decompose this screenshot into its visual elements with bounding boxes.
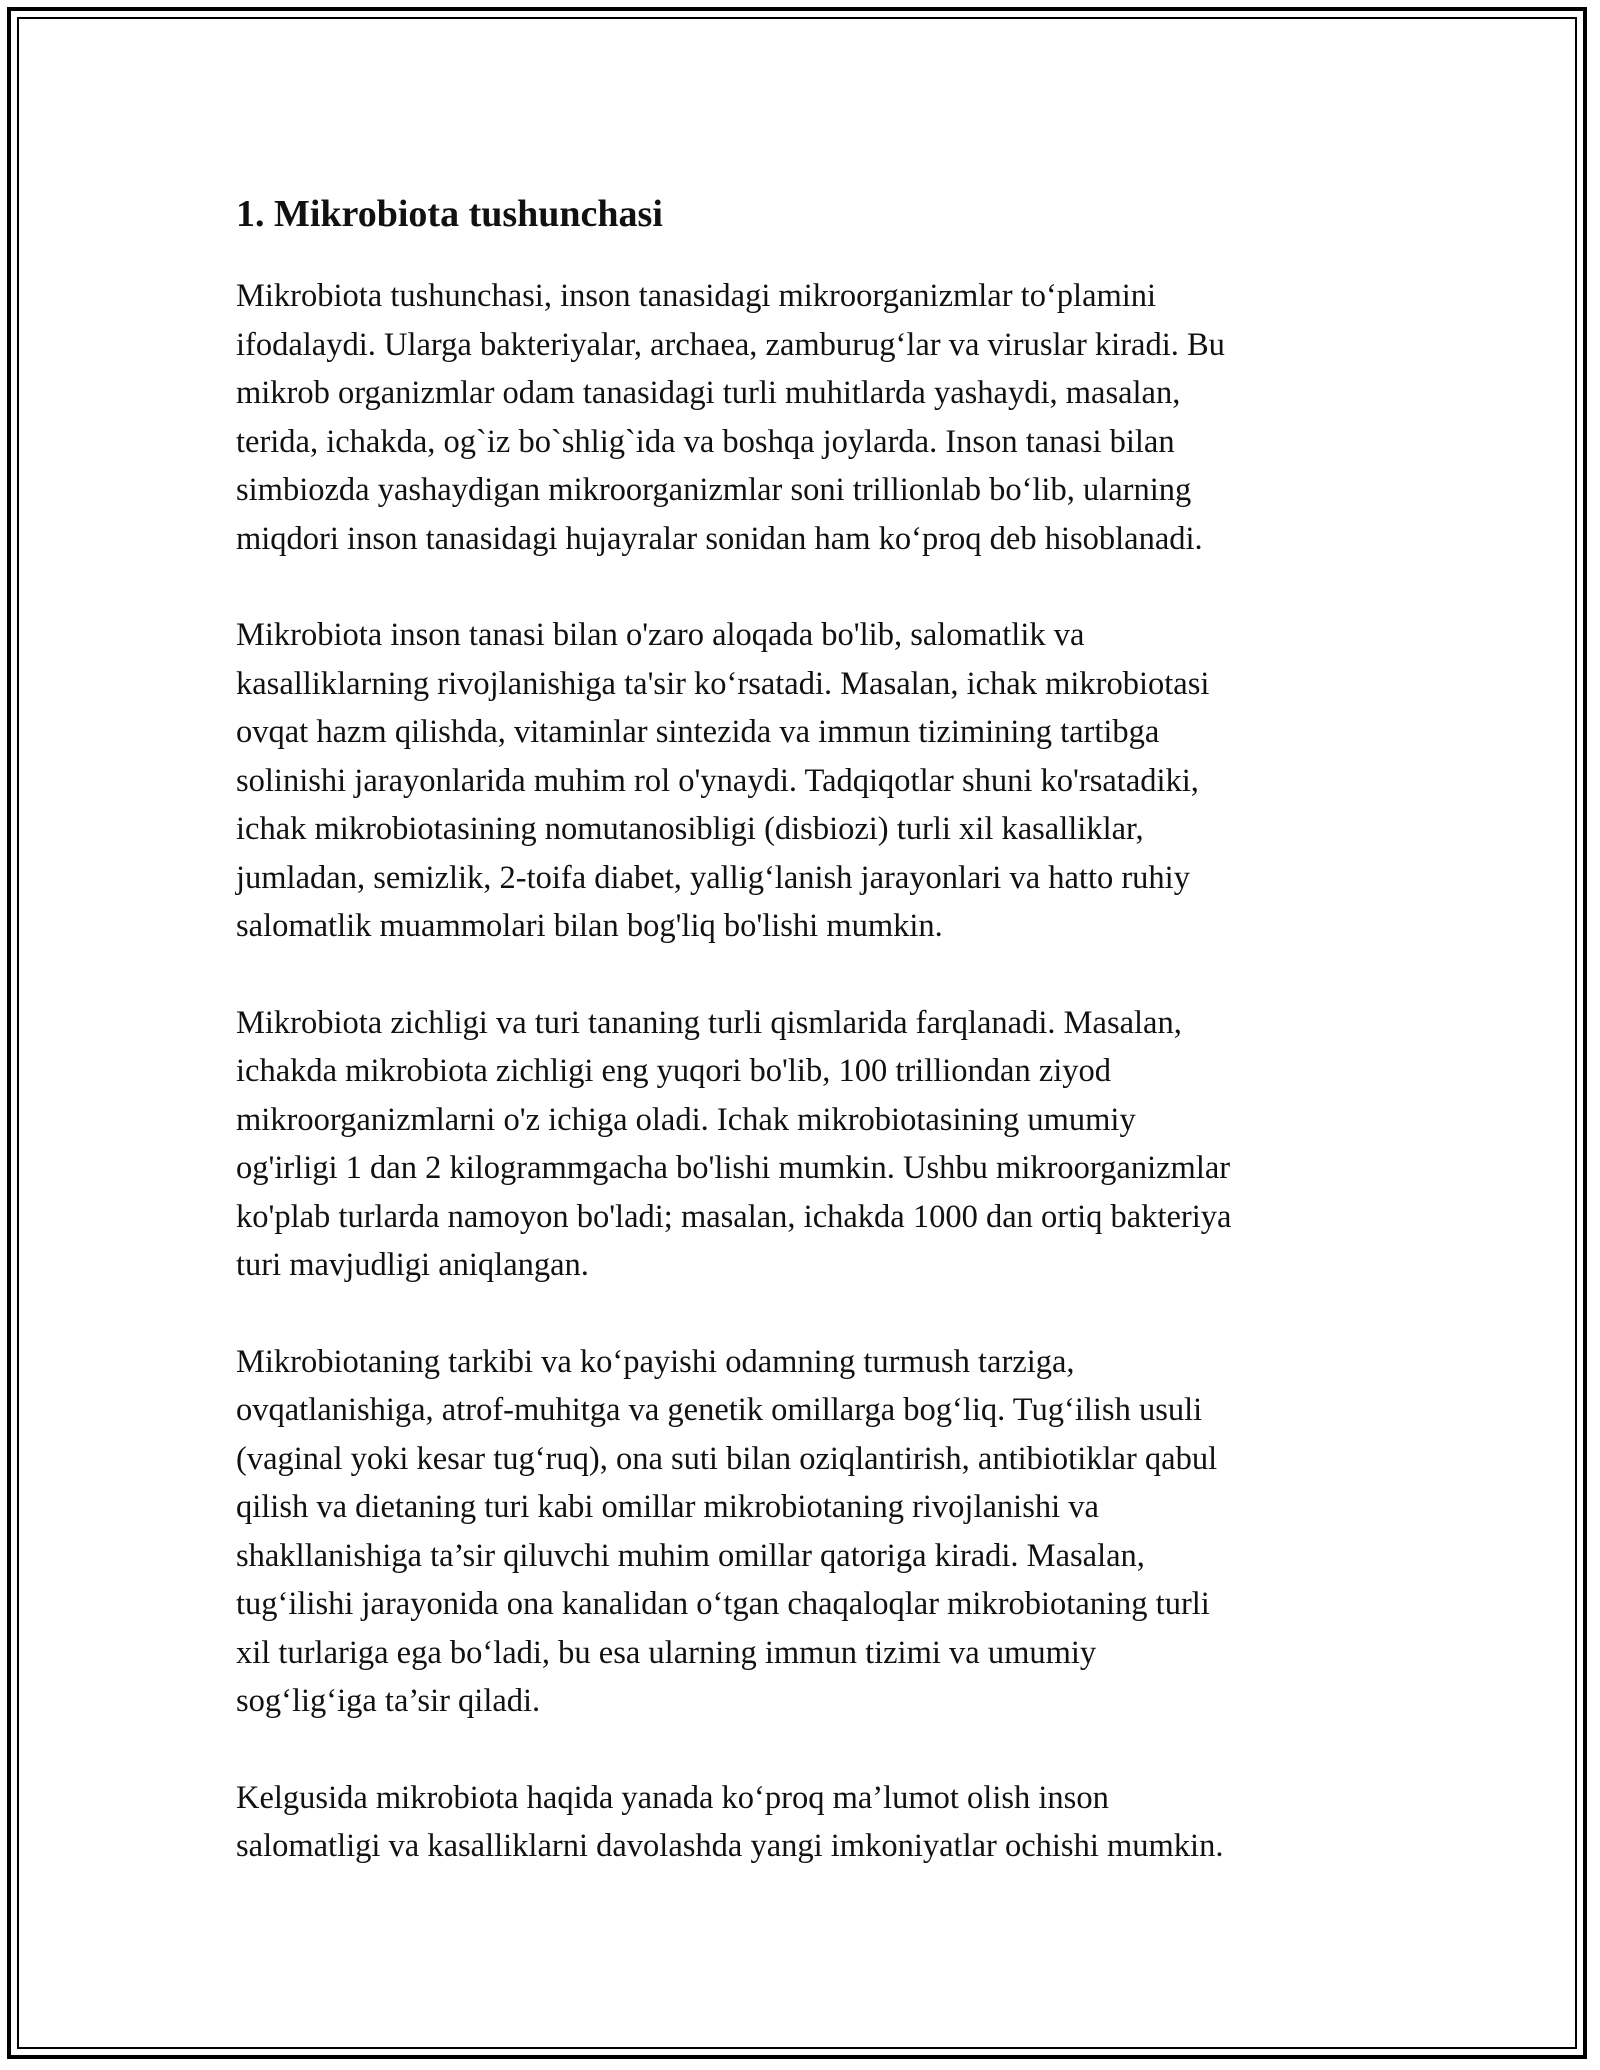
paragraph-line: Mikrobiotaning tarkibi va ko‘payishi odamning turmush tarziga, — [236, 1343, 1075, 1380]
paragraph-line: tug‘ilishi jarayonida ona kanalidan o‘tgan chaqaloqlar mikrobiotaning turli — [236, 1586, 1210, 1622]
document-body — [236, 186, 1376, 1919]
paragraph-line: og'irligi 1 dan 2 kilogrammgacha bo'lishi mumkin. Ushbu mikroorganizmlar — [236, 1150, 1231, 1186]
paragraph-line: xil turlariga ega bo‘ladi, bu esa ularning immun tizimi va umumiy — [236, 1634, 1097, 1671]
paragraph-line: Kelgusida mikrobiota haqida yanada ko‘proq ma’lumot olish inson — [236, 1779, 1109, 1816]
paragraph-line: mikrob organizmlar odam tanasidagi turli muhitlarda yashaydi, masalan, — [236, 375, 1181, 411]
paragraph-line: ichak mikrobiotasining nomutanosibligi (disbiozi) turli xil kasalliklar, — [236, 811, 1144, 847]
paragraph-line: sog‘lig‘iga ta’sir qiladi. — [236, 1683, 541, 1719]
paragraph-line: Mikrobiota inson tanasi bilan o'zaro aloqada bo'lib, salomatlik va — [236, 617, 1085, 653]
paragraph-line: ovqat hazm qilishda, vitaminlar sintezida va immun tizimining tartibga — [236, 714, 1160, 750]
paragraph-line: kasalliklarning rivojlanishiga ta'sir ko‘rsatadi. Masalan, ichak mikrobiotasi — [236, 665, 1210, 702]
paragraph-line: Mikrobiota tushunchasi, inson tanasidagi mikroorganizmlar to‘plamini — [236, 278, 1157, 314]
paragraph-line: Mikrobiota zichligi va turi tananing turli qismlarida farqlanadi. Masalan, — [236, 1004, 1182, 1041]
paragraph-line: turi mavjudligi aniqlangan. — [236, 1247, 589, 1283]
section-heading: 1. Mikrobiota tushunchasi — [236, 193, 663, 235]
paragraph-line: jumladan, semizlik, 2-toifa diabet, yallig‘lanish jarayonlari va hatto ruhiy — [236, 859, 1190, 896]
paragraph-line: simbiozda yashaydigan mikroorganizmlar soni trillionlab bo‘lib, ularning — [236, 472, 1192, 508]
paragraph-line: (vaginal yoki kesar tug‘ruq), ona suti bilan oziqlantirish, antibiotiklar qabul — [236, 1440, 1218, 1477]
paragraph-line: mikroorganizmlarni o'z ichiga oladi. Ichak mikrobiotasining umumiy — [236, 1101, 1136, 1138]
paragraph-line: solinishi jarayonlarida muhim rol o'ynaydi. Tadqiqotlar shuni ko'rsatadiki, — [236, 762, 1199, 799]
paragraph-line: ko'plab turlarda namoyon bo'ladi; masalan, ichakda 1000 dan ortiq bakteriya — [236, 1198, 1232, 1235]
paragraph-line: qilish va dietaning turi kabi omillar mikrobiotaning rivojlanishi va — [236, 1489, 1099, 1525]
paragraph-line: terida, ichakda, og`iz bo`shlig`ida va boshqa joylarda. Inson tanasi bilan — [236, 423, 1175, 460]
paragraph-line: salomatligi va kasalliklarni davolashda yangi imkoniyatlar ochishi mumkin. — [236, 1828, 1224, 1864]
paragraph-1 — [236, 272, 1376, 563]
paragraph-line: salomatlik muammolari bilan bog'liq bo'lishi mumkin. — [236, 908, 943, 944]
paragraph-line: ifodalaydi. Ularga bakteriyalar, archaea, zamburug‘lar va viruslar kiradi. Bu — [236, 326, 1225, 363]
paragraph-line: miqdori inson tanasidagi hujayralar sonidan ham ko‘proq deb hisoblanadi. — [236, 520, 1203, 557]
paragraph-line: shakllanishiga ta’sir qiluvchi muhim omillar qatoriga kiradi. Masalan, — [236, 1537, 1145, 1574]
paragraph-3 — [236, 999, 1376, 1290]
paragraph-5 — [236, 1774, 1376, 1871]
paragraph-line: ovqatlanishiga, atrof-muhitga va genetik omillarga bog‘liq. Tug‘ilish usuli — [236, 1392, 1203, 1428]
paragraph-4 — [236, 1338, 1376, 1726]
paragraph-line: ichakda mikrobiota zichligi eng yuqori bo'lib, 100 trilliondan ziyod — [236, 1053, 1112, 1089]
paragraph-2 — [236, 611, 1376, 951]
